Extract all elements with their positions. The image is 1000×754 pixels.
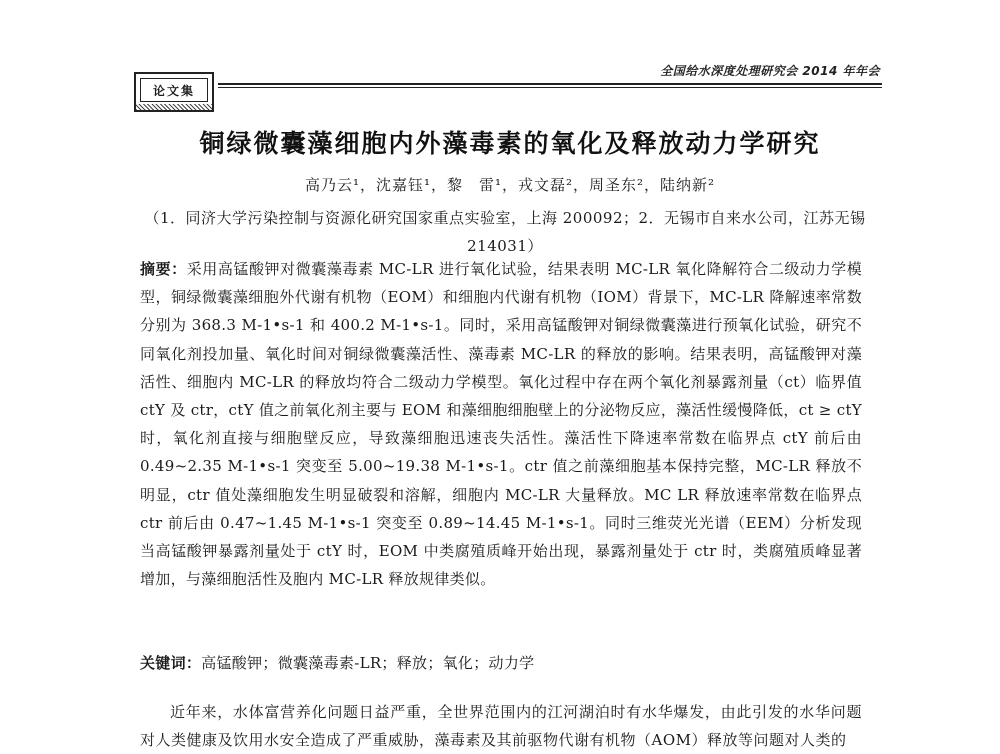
- abstract-label: 摘要：: [140, 260, 187, 278]
- running-head: 全国给水深度处理研究会 2014 年年会: [660, 64, 880, 78]
- keywords-label: 关键词：: [140, 654, 202, 672]
- header-rule: [218, 83, 882, 88]
- abstract: [140, 255, 862, 593]
- paper-title: 铜绿微囊藻细胞内外藻毒素的氧化及释放动力学研究: [199, 129, 821, 158]
- abstract-text: 采用高锰酸钾对微囊藻毒素 MC-LR 进行氧化试验，结果表明 MC-LR 氧化降解符合二级动力学模型，铜绿微囊藻细胞外代谢有机物（EOM）和细胞内代谢有机物（IOM）背景下，MC-LR 降解速率常数分别为 368.3 M-1•s-1 和 400.2 M-1•s-1。同时，采用高锰酸钾对铜绿微囊藻进行预氧化试验，研究不同氧化剂投加量、氧化时间对铜绿微囊藻活性、藻毒素 MC-LR 的释放的影响。结果表明，高锰酸钾对藻活性、细胞内 MC-LR 的释放均符合二级动力学模型。氧化过程中存在两个氧化剂暴露剂量（ct）临界值 ctY 及 ctr，ctY 值之前氧化剂主要与 EOM 和藻细胞细胞壁上的分泌物反应，藻活性缓慢降低，ct ≥ ctY 时，氧化剂直接与细胞壁反应，导致藻细胞迅速丧失活性。藻活性下降速率常数在临界点 ctY 前后由 0.49~2.35 M-1•s-1 突变至 5.00~19.38 M-1•s-1。ctr 值之前藻细胞基本保持完整，MC-LR 释放不明显，ctr 值处藻细胞发生明显破裂和溶解，细胞内 MC-LR 大量释放。MC LR 释放速率常数在临界点 ctr 前后由 0.47~1.45 M-1•s-1 突变至 0.89~14.45 M-1•s-1。同时三维荧光光谱（EEM）分析发现当高锰酸钾暴露剂量处于 ctY 时，EOM 中类腐殖质峰开始出现，暴露剂量处于 ctr 时，类腐殖质峰显著增加，与藻细胞活性及胞内 MC-LR 释放规律类似。: [140, 260, 863, 589]
- section-tab: [134, 72, 214, 112]
- author-list: 高乃云¹，沈嘉钰¹，黎 雷¹，戎文磊²，周圣东²，陆纳新²: [304, 176, 716, 194]
- affiliations: （1．同济大学污染控制与资源化研究国家重点实验室，上海 200092；2．无锡市自来水公司，江苏无锡 214031）: [144, 209, 866, 255]
- section-tab-label: 论文集: [140, 78, 208, 102]
- section-tab-hatch: [136, 104, 212, 110]
- keywords: [140, 652, 862, 673]
- keywords-text: 高锰酸钾；微囊藻毒素-LR；释放；氧化；动力学: [201, 654, 535, 672]
- intro-paragraph: 近年来，水体富营养化问题日益严重，全世界范围内的江河湖泊时有水华爆发，由此引发的水华问题对人类健康及饮用水安全造成了严重威胁，藻毒素及其前驱物代谢有机物（AOM）释放等问题对人类的: [140, 703, 862, 749]
